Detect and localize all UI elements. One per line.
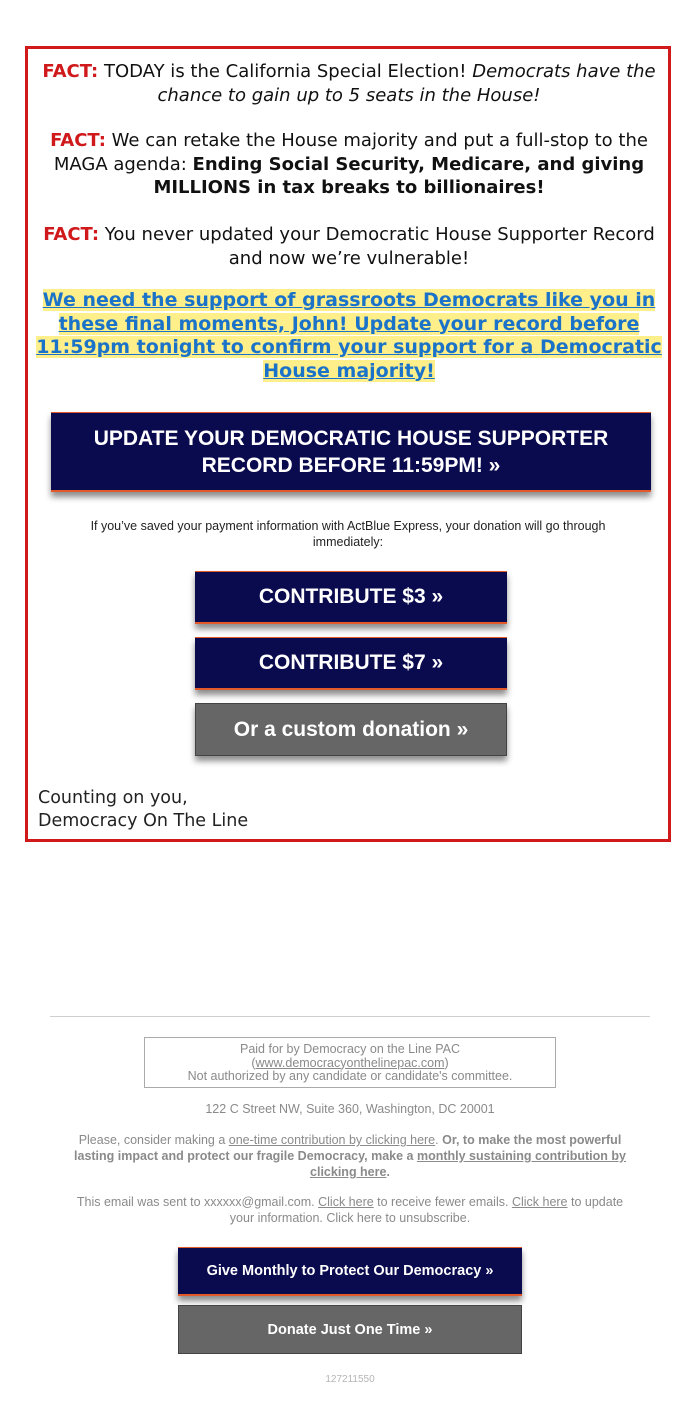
footer-divider [50,1016,650,1017]
fact-1-italic: Democrats have the chance to gain up to 5 seats in the House! [157,61,656,106]
contribute-3-button[interactable]: CONTRIBUTE $3 » [195,571,507,624]
fact-3-text: You never updated your Democratic House Supporter Record and now we’re vulnerable! [99,224,655,269]
monthly-contribution-link[interactable]: monthly sustaining contribution by clicking here [310,1149,626,1179]
fact-label: FACT: [43,224,100,245]
fact-2-text: We can retake the House majority and put a full-stop to the MAGA agenda: [53,130,648,175]
fact-paragraph-2 [38,129,660,200]
mailing-address: 122 C Street NW, Suite 360, Washington, DC 20001 [205,1102,495,1116]
update-record-button[interactable]: UPDATE YOUR DEMOCRATIC HOUSE SUPPORTER RECORD BEFORE 11:59PM! » [51,412,651,492]
fact-paragraph-3 [38,223,660,270]
paren-close: ) [444,1055,449,1070]
fact-label: FACT: [42,61,99,82]
custom-donation-button[interactable]: Or a custom donation » [195,703,507,756]
fewer-emails-link[interactable]: Click here [318,1195,374,1209]
sent-pre: This email was sent to xxxxxx@gmail.com. [76,1195,319,1209]
paid-for-url-line [145,1057,555,1071]
signoff-line-1: Counting on you, [38,788,188,808]
contribute-7-button[interactable]: CONTRIBUTE $7 » [195,637,507,690]
consider-bold-end: . [386,1165,390,1179]
update-info-link[interactable]: Click here [511,1195,568,1209]
paren-open: ( [251,1055,256,1070]
pac-website-link[interactable]: www.democracyonthelinepac.com [255,1055,445,1070]
paid-for-text: Paid for by Democracy on the Line PAC [239,1042,460,1056]
sent-mid: to receive fewer emails. [373,1195,512,1209]
consider-pre: Please, consider making a [78,1133,229,1147]
paid-for-disclaimer [144,1037,556,1088]
signoff-line-2: Democracy On The Line [38,811,249,831]
donate-once-button[interactable]: Donate Just One Time » [178,1305,522,1354]
one-time-contribution-link[interactable]: one-time contribution by clicking here [228,1133,436,1147]
email-sent-paragraph [70,1194,630,1226]
sent-end: to update your information. Click here to unsubscribe. [229,1195,624,1225]
fact-1-text: TODAY is the California Special Election! [98,61,473,82]
signoff [38,787,248,833]
consider-bold-pre: Or, to make the most powerful lasting impact and protect our fragile Democracy, make a [74,1133,622,1163]
email-content-box [25,46,671,842]
cta-paragraph [34,289,664,383]
update-record-link[interactable]: We need the support of grassroots Democrats like you in these final moments, John! Update your record before 11:59pm tonight to confirm your support for a Democratic House majority! [36,289,662,382]
fact-2-bold: Ending Social Security, Medicare, and giving MILLIONS in tax breaks to billionaires! [153,153,645,198]
consider-mid: . [435,1133,443,1147]
fact-paragraph-1 [38,60,660,107]
give-monthly-button[interactable]: Give Monthly to Protect Our Democracy » [178,1247,522,1296]
not-authorized-text: Not authorized by any candidate or candidate's committee. [187,1069,513,1083]
actblue-note: If you’ve saved your payment information with ActBlue Express, your donation will go through immediately: [90,519,606,549]
fact-label: FACT: [50,130,106,151]
consider-paragraph [70,1132,630,1180]
tracking-code: 127211550 [325,1374,375,1385]
